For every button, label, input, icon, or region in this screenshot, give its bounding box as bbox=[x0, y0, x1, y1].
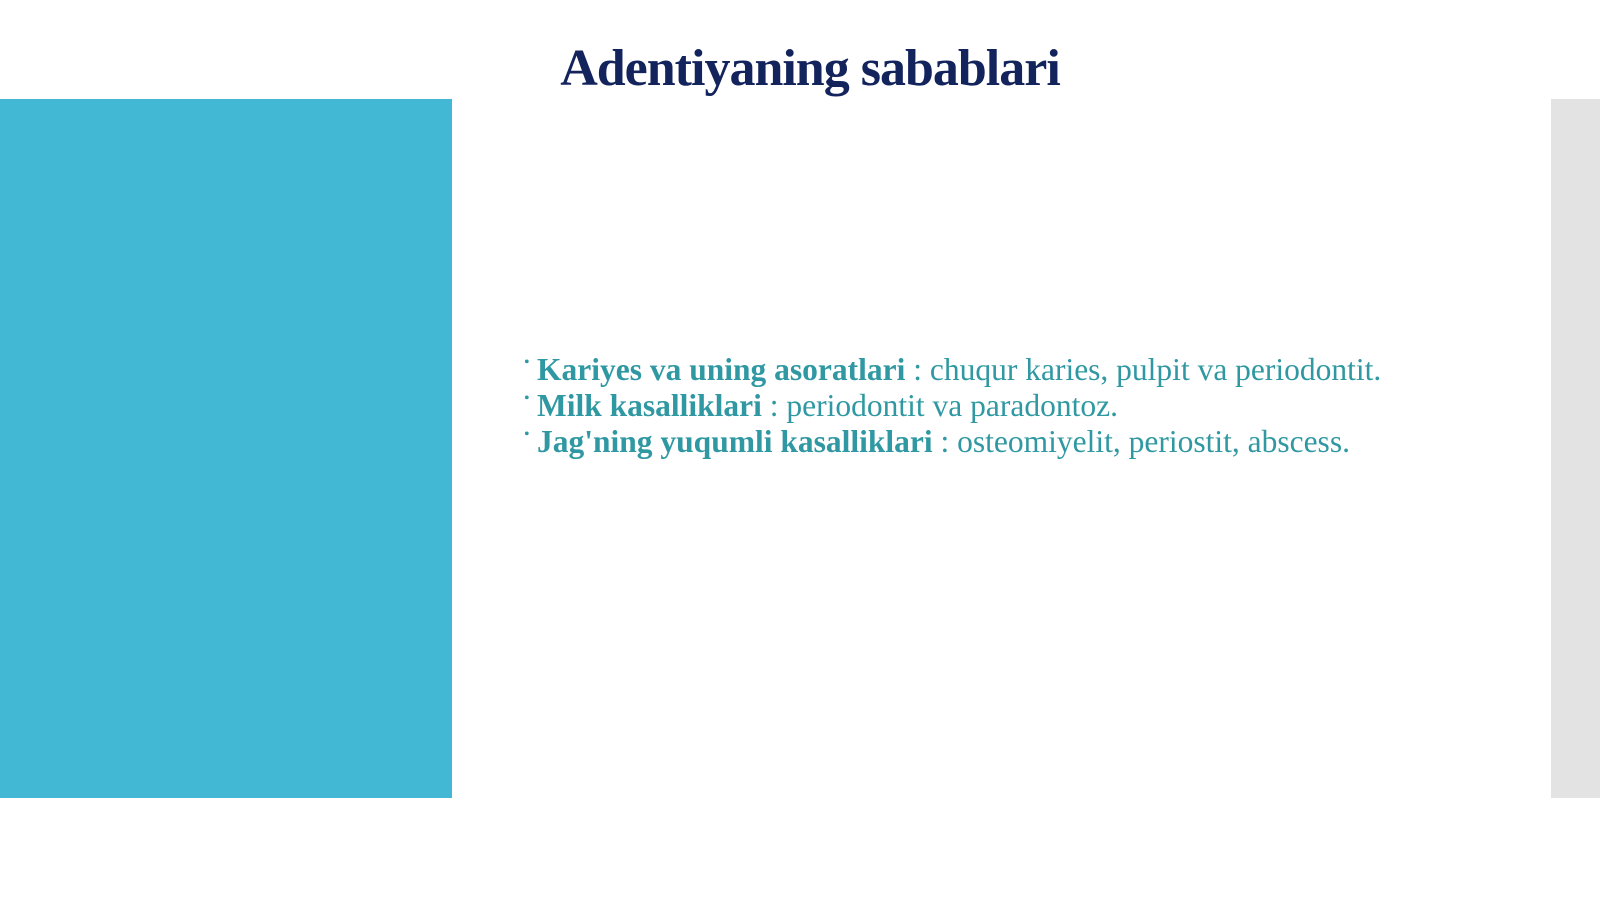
bullet-dot-icon: • bbox=[524, 390, 530, 407]
list-item bbox=[524, 388, 1534, 424]
bullet-list bbox=[524, 352, 1534, 460]
bullet-term: Milk kasalliklari bbox=[537, 388, 762, 423]
list-item bbox=[524, 424, 1534, 460]
bullet-term: Jag'ning yuqumli kasalliklari bbox=[537, 424, 933, 459]
right-accent-panel bbox=[1551, 99, 1600, 798]
left-accent-panel bbox=[0, 99, 452, 798]
bullet-dot-icon: • bbox=[524, 426, 530, 443]
bullet-detail: : periodontit va paradontoz. bbox=[761, 388, 1118, 423]
list-item bbox=[524, 352, 1534, 388]
bullet-term: Kariyes va uning asoratlari bbox=[537, 352, 906, 387]
bullet-detail: : chuqur karies, pulpit va periodontit. bbox=[905, 352, 1382, 387]
bullet-detail: : osteomiyelit, periostit, abscess. bbox=[932, 424, 1350, 459]
bullet-dot-icon: • bbox=[524, 354, 530, 371]
slide-title: Adentiyaning sabablari bbox=[560, 40, 1060, 97]
